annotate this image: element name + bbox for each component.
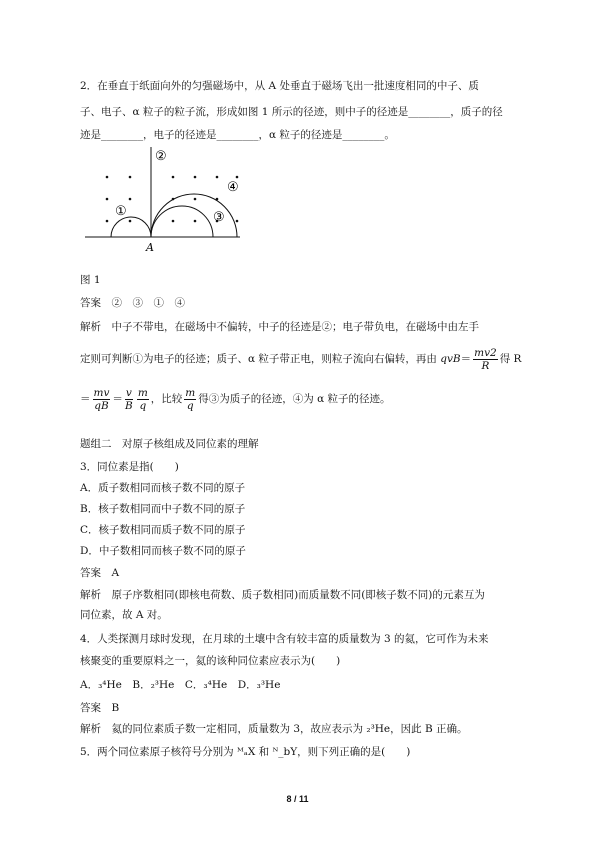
- label-1: ①: [115, 204, 127, 219]
- frac-v-over-B: $\frac{v}{B}$: [125, 386, 133, 412]
- eq-sign: ＝: [460, 353, 472, 365]
- q5-stem: 5．两个同位素原子核符号分别为 ᴹₐX 和 ᴺ_bY，则下列正确的是( ): [80, 746, 411, 758]
- q4-line1: 4．人类探测月球时发现，在月球的土壤中含有较丰富的质量数为 3 的氦，它可作为未来: [80, 633, 489, 645]
- page-number: 8 / 11: [286, 794, 309, 804]
- q4-line2: 核聚变的重要原料之一，氦的该种同位素应表示为( ): [80, 655, 341, 667]
- q3-analysis-2: 同位素，故 A 对。: [80, 609, 168, 621]
- frac-m-over-q: $\frac{m}{q}$: [137, 386, 148, 412]
- eq-qvb: qvB: [440, 353, 461, 365]
- label-4: ④: [227, 180, 239, 195]
- q3-option-a: A．质子数相同而核子数不同的原子: [80, 482, 246, 494]
- analysis2-prefix: 定则可判断①为电子的径迹；质子、α 粒子带正电，则粒子流向右偏转，再由: [80, 353, 441, 365]
- q2-analysis-1: 解析 中子不带电，在磁场中不偏转，中子的径迹是②；电子带负电，在磁场中由左手: [80, 321, 479, 333]
- label-2: ②: [155, 149, 167, 164]
- q3-option-c: C．核子数相同而质子数不同的原子: [80, 524, 246, 536]
- label-3: ③: [213, 210, 225, 225]
- q4-analysis: 解析 氦的同位素质子数一定相同，质量数为 3，故应表示为 ₂³He，因此 B 正确。: [80, 723, 468, 735]
- q3-analysis-1: 解析 原子序数相同(即核电荷数、质子数相同)而质量数不同(即核子数不同)的元素互为: [80, 589, 485, 601]
- q4-answer: 答案 B: [80, 702, 120, 714]
- figure-1-tracks: [85, 147, 245, 259]
- frac-mv-over-qB: $\frac{mv}{qB}$: [93, 386, 110, 412]
- frac-m-over-q-2: $\frac{m}{q}$: [185, 386, 196, 412]
- track-1-arc: [111, 217, 151, 237]
- q2-line2: 子、电子、α 粒子的粒子流，形成如图 1 所示的径迹，则中子的径迹是________，质子的径: [80, 106, 503, 118]
- q2-line3: 迹是________，电子的径迹是________，α 粒子的径迹是________。: [80, 129, 395, 141]
- q3-option-b: B．核子数相同而中子数不同的原子: [80, 503, 246, 515]
- q3-answer: 答案 A: [80, 567, 120, 579]
- q2-analysis-2: [80, 345, 521, 373]
- q3-option-d: D．中子数相同而核子数不同的原子: [80, 545, 246, 557]
- frac-mv2-over-R: $\frac{mv2}{R}$: [474, 346, 497, 372]
- q4-options: A．₃⁴He B．₂³He C．₃⁴He D．₃³He: [80, 679, 281, 691]
- q3-stem: 3．同位素是指( ): [80, 461, 179, 473]
- figure-caption: 图 1: [80, 274, 101, 286]
- analysis2-suffix: 得 R: [499, 353, 522, 365]
- point-A-label: A: [146, 241, 154, 254]
- q2-analysis-3: ＝ $\frac{mv}{qB}$ ＝ $\frac{v}{B}$ $\frac{m}{q}$ ，比较 $\frac{m}{q}$ 得③为质子的径迹，④为 α 粒子的径迹。: [80, 386, 391, 412]
- group2-title: 题组二 对原子核组成及同位素的理解: [80, 438, 259, 450]
- q2-answer: 答案 ② ③ ① ④: [80, 297, 185, 309]
- q2-line1: 2．在垂直于纸面向外的匀强磁场中，从 A 处垂直于磁场飞出一批速度相同的中子、质: [80, 80, 479, 92]
